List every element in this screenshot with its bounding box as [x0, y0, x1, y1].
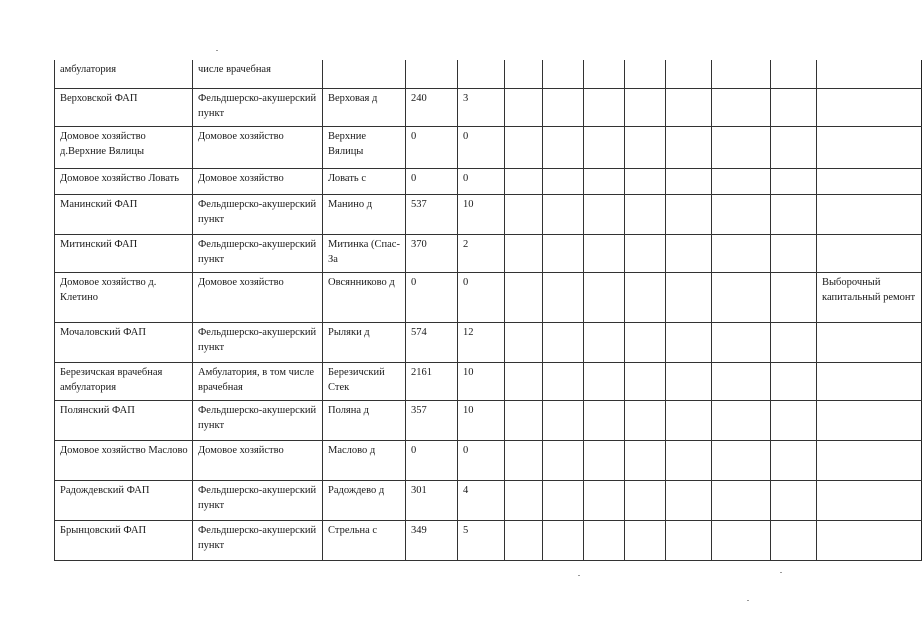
table-body — [55, 60, 922, 560]
table-row — [55, 272, 922, 322]
cell-empty — [712, 126, 771, 168]
cell-dist — [458, 60, 505, 88]
cell-type: Домовое хозяйство — [193, 168, 323, 194]
cell-type: Амбулатория, в том числе врачебная — [193, 362, 323, 400]
cell-empty — [543, 194, 584, 234]
cell-empty — [625, 60, 666, 88]
cell-empty — [625, 88, 666, 126]
cell-empty — [666, 194, 712, 234]
table-row — [55, 400, 922, 440]
cell-empty — [666, 440, 712, 480]
cell-empty — [712, 480, 771, 520]
cell-empty — [625, 440, 666, 480]
cell-dist: 10 — [458, 362, 505, 400]
cell-empty — [712, 60, 771, 88]
cell-empty — [584, 362, 625, 400]
cell-empty — [771, 234, 817, 272]
cell-empty — [771, 362, 817, 400]
cell-name: Домовое хозяйство д. Клетино — [55, 272, 193, 322]
cell-empty — [771, 194, 817, 234]
cell-place: Березичский Стек — [323, 362, 406, 400]
cell-empty — [584, 520, 625, 560]
cell-empty — [505, 234, 543, 272]
cell-dist: 5 — [458, 520, 505, 560]
cell-note — [817, 168, 922, 194]
table-row — [55, 440, 922, 480]
scan-speck — [578, 575, 580, 576]
cell-empty — [543, 272, 584, 322]
cell-name: Домовое хозяйство д.Верхние Вялицы — [55, 126, 193, 168]
cell-empty — [666, 400, 712, 440]
cell-empty — [584, 440, 625, 480]
cell-empty — [771, 400, 817, 440]
cell-empty — [505, 400, 543, 440]
cell-empty — [666, 480, 712, 520]
cell-empty — [771, 440, 817, 480]
cell-type: Фельдшерско-акушерский пункт — [193, 520, 323, 560]
table-row — [55, 126, 922, 168]
cell-empty — [771, 126, 817, 168]
cell-empty — [584, 400, 625, 440]
cell-empty — [543, 400, 584, 440]
cell-pop: 370 — [406, 234, 458, 272]
cell-empty — [712, 88, 771, 126]
cell-empty — [543, 322, 584, 362]
cell-empty — [625, 362, 666, 400]
cell-dist: 0 — [458, 126, 505, 168]
cell-empty — [543, 234, 584, 272]
cell-name: Манинский ФАП — [55, 194, 193, 234]
cell-empty — [543, 168, 584, 194]
cell-empty — [505, 272, 543, 322]
cell-empty — [666, 362, 712, 400]
cell-name: амбулатория — [55, 60, 193, 88]
table-row — [55, 480, 922, 520]
cell-empty — [712, 322, 771, 362]
cell-empty — [666, 322, 712, 362]
cell-empty — [584, 126, 625, 168]
facilities-table — [54, 60, 922, 561]
cell-empty — [584, 480, 625, 520]
cell-note — [817, 322, 922, 362]
cell-pop: 0 — [406, 272, 458, 322]
cell-type: Домовое хозяйство — [193, 272, 323, 322]
cell-pop: 2161 — [406, 362, 458, 400]
cell-empty — [625, 520, 666, 560]
cell-pop: 0 — [406, 440, 458, 480]
cell-type: Домовое хозяйство — [193, 440, 323, 480]
cell-note — [817, 126, 922, 168]
table-row — [55, 88, 922, 126]
cell-dist: 0 — [458, 440, 505, 480]
cell-place: Маслово д — [323, 440, 406, 480]
cell-pop: 537 — [406, 194, 458, 234]
cell-empty — [712, 194, 771, 234]
cell-empty — [771, 322, 817, 362]
cell-type: Фельдшерско-акушерский пункт — [193, 322, 323, 362]
cell-empty — [666, 234, 712, 272]
cell-empty — [543, 480, 584, 520]
cell-empty — [666, 168, 712, 194]
cell-place: Стрельна с — [323, 520, 406, 560]
scan-speck — [747, 600, 749, 601]
cell-empty — [771, 480, 817, 520]
cell-place: Верховая д — [323, 88, 406, 126]
cell-empty — [543, 440, 584, 480]
cell-dist: 3 — [458, 88, 505, 126]
cell-empty — [666, 88, 712, 126]
cell-empty — [712, 520, 771, 560]
cell-place: Рыляки д — [323, 322, 406, 362]
cell-place: Овсянниково д — [323, 272, 406, 322]
cell-empty — [666, 272, 712, 322]
cell-pop: 574 — [406, 322, 458, 362]
cell-empty — [666, 520, 712, 560]
cell-type: Домовое хозяйство — [193, 126, 323, 168]
cell-empty — [771, 60, 817, 88]
cell-note — [817, 234, 922, 272]
cell-name: Домовое хозяйство Маслово — [55, 440, 193, 480]
table-row — [55, 234, 922, 272]
cell-note — [817, 440, 922, 480]
cell-empty — [505, 88, 543, 126]
cell-place: Ловать с — [323, 168, 406, 194]
cell-empty — [625, 400, 666, 440]
cell-note — [817, 520, 922, 560]
cell-empty — [771, 168, 817, 194]
cell-empty — [625, 322, 666, 362]
cell-empty — [625, 272, 666, 322]
cell-type: Фельдшерско-акушерский пункт — [193, 480, 323, 520]
cell-pop: 349 — [406, 520, 458, 560]
cell-empty — [584, 272, 625, 322]
cell-type: Фельдшерско-акушерский пункт — [193, 194, 323, 234]
cell-empty — [505, 194, 543, 234]
cell-empty — [712, 362, 771, 400]
cell-type: Фельдшерско-акушерский пункт — [193, 88, 323, 126]
scan-speck — [216, 50, 218, 51]
cell-empty — [712, 400, 771, 440]
cell-type: Фельдшерско-акушерский пункт — [193, 400, 323, 440]
cell-place: Манино д — [323, 194, 406, 234]
cell-empty — [625, 234, 666, 272]
cell-pop: 301 — [406, 480, 458, 520]
cell-dist: 10 — [458, 194, 505, 234]
cell-dist: 10 — [458, 400, 505, 440]
cell-empty — [543, 520, 584, 560]
table-row — [55, 362, 922, 400]
cell-empty — [505, 60, 543, 88]
table-row — [55, 194, 922, 234]
cell-empty — [505, 520, 543, 560]
cell-empty — [666, 126, 712, 168]
cell-empty — [543, 60, 584, 88]
cell-dist: 4 — [458, 480, 505, 520]
cell-note: Выборочный капитальный ремонт — [817, 272, 922, 322]
cell-pop — [406, 60, 458, 88]
cell-dist: 0 — [458, 168, 505, 194]
cell-empty — [584, 168, 625, 194]
cell-name: Радождевский ФАП — [55, 480, 193, 520]
cell-name: Березичская врачебная амбулатория — [55, 362, 193, 400]
cell-empty — [505, 126, 543, 168]
table-row — [55, 60, 922, 88]
table-row — [55, 520, 922, 560]
cell-pop: 0 — [406, 168, 458, 194]
cell-pop: 0 — [406, 126, 458, 168]
cell-empty — [543, 362, 584, 400]
cell-name: Брынцовский ФАП — [55, 520, 193, 560]
cell-note — [817, 362, 922, 400]
cell-empty — [505, 168, 543, 194]
table-row — [55, 322, 922, 362]
cell-type: Фельдшерско-акушерский пункт — [193, 234, 323, 272]
cell-empty — [625, 194, 666, 234]
cell-empty — [505, 480, 543, 520]
cell-pop: 240 — [406, 88, 458, 126]
cell-name: Домовое хозяйство Ловать — [55, 168, 193, 194]
cell-empty — [771, 88, 817, 126]
cell-dist: 2 — [458, 234, 505, 272]
cell-name: Мочаловский ФАП — [55, 322, 193, 362]
cell-dist: 0 — [458, 272, 505, 322]
cell-name: Митинский ФАП — [55, 234, 193, 272]
cell-empty — [584, 60, 625, 88]
cell-place: Поляна д — [323, 400, 406, 440]
cell-place: Радождево д — [323, 480, 406, 520]
cell-empty — [584, 194, 625, 234]
cell-dist: 12 — [458, 322, 505, 362]
cell-empty — [584, 322, 625, 362]
cell-empty — [712, 272, 771, 322]
cell-name: Верховской ФАП — [55, 88, 193, 126]
cell-note — [817, 480, 922, 520]
cell-type: числе врачебная — [193, 60, 323, 88]
cell-empty — [625, 126, 666, 168]
cell-empty — [625, 168, 666, 194]
cell-note — [817, 88, 922, 126]
cell-empty — [712, 234, 771, 272]
cell-empty — [505, 322, 543, 362]
cell-note — [817, 60, 922, 88]
cell-place — [323, 60, 406, 88]
table-row — [55, 168, 922, 194]
cell-empty — [584, 234, 625, 272]
cell-empty — [505, 362, 543, 400]
cell-empty — [584, 88, 625, 126]
cell-empty — [543, 126, 584, 168]
cell-empty — [712, 168, 771, 194]
cell-note — [817, 194, 922, 234]
cell-name: Полянский ФАП — [55, 400, 193, 440]
cell-empty — [543, 88, 584, 126]
scan-speck — [780, 572, 782, 573]
cell-empty — [771, 272, 817, 322]
cell-empty — [712, 440, 771, 480]
cell-place: Митинка (Спас-За — [323, 234, 406, 272]
cell-empty — [771, 520, 817, 560]
cell-pop: 357 — [406, 400, 458, 440]
cell-place: Верхние Вялицы — [323, 126, 406, 168]
cell-empty — [666, 60, 712, 88]
cell-empty — [505, 440, 543, 480]
cell-note — [817, 400, 922, 440]
cell-empty — [625, 480, 666, 520]
